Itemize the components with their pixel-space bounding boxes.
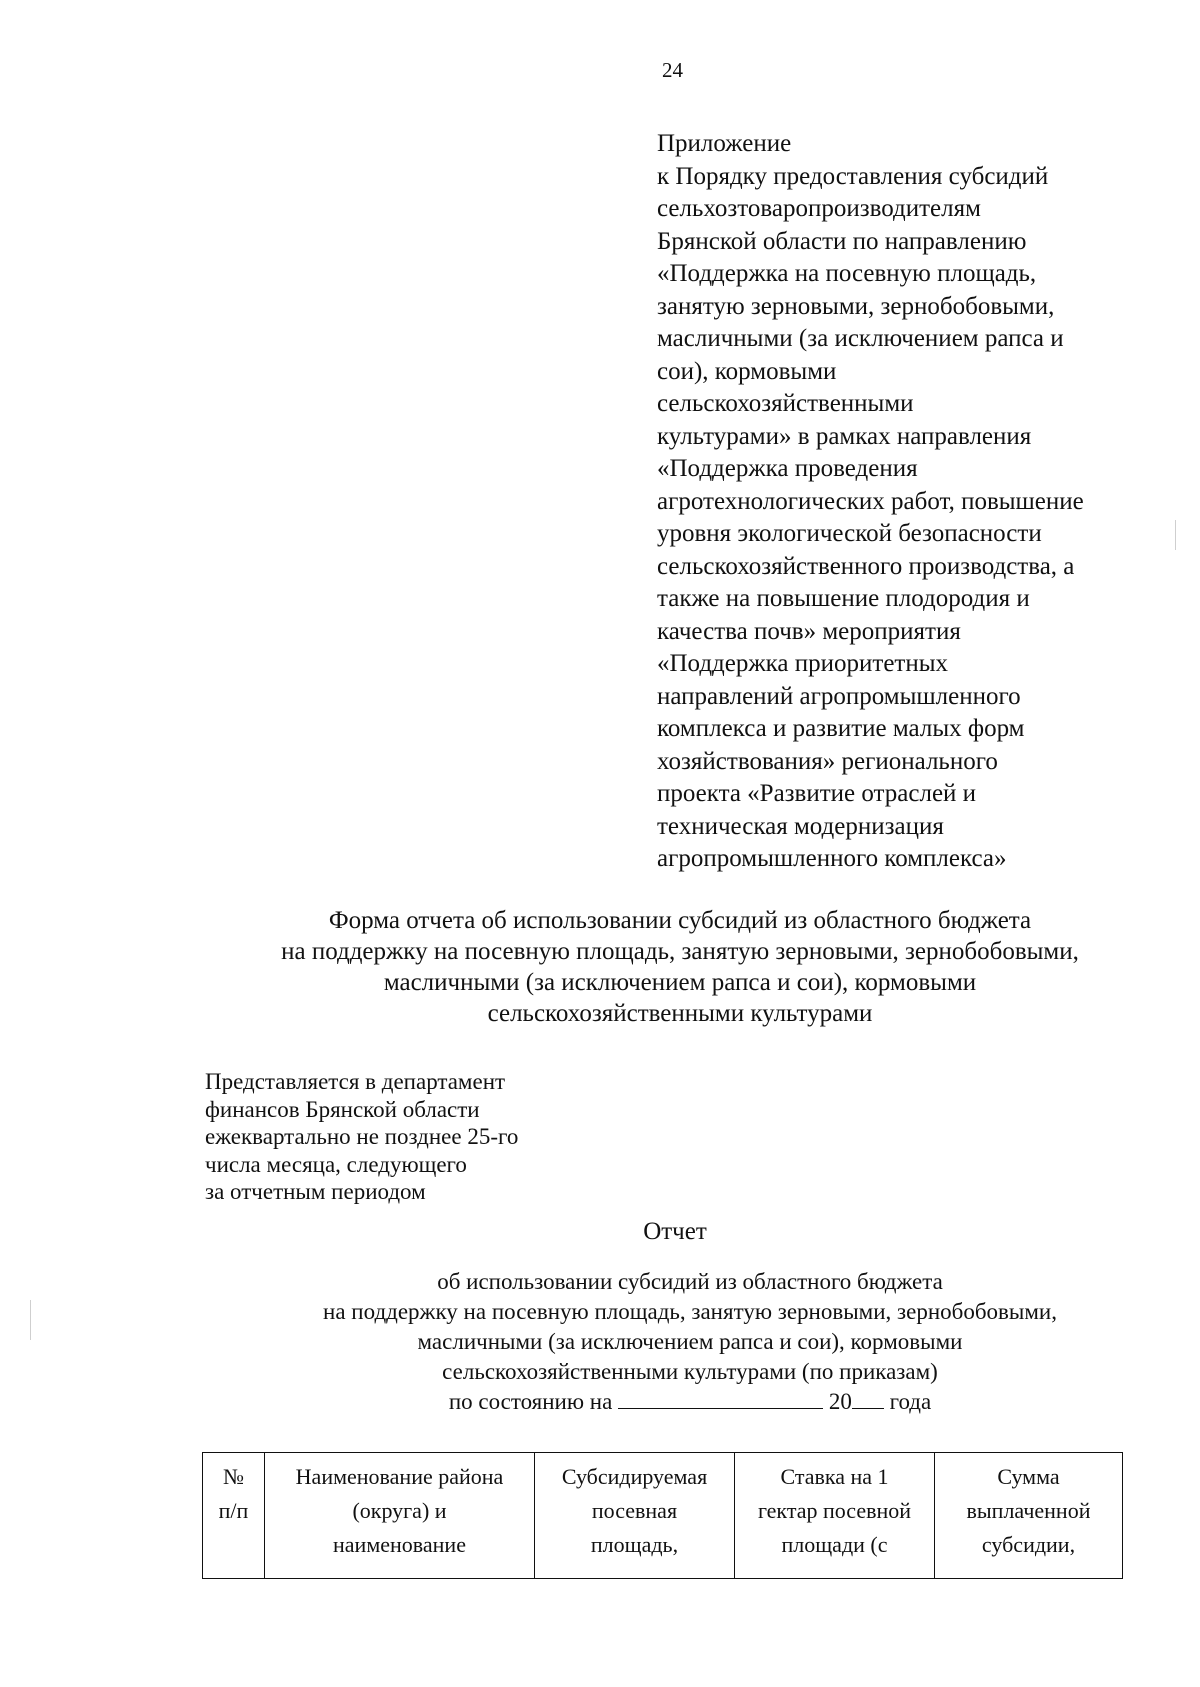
report-subtitle-line: на поддержку на посевную площадь, занятую зерновыми, зернобобовыми, (323, 1299, 1057, 1324)
appendix-line: также на повышение плодородия и (657, 585, 1030, 612)
submission-note-line: ежеквартально не позднее 25-го (205, 1124, 519, 1149)
report-title: Отчет (643, 1218, 707, 1245)
form-title-line: Форма отчета об использовании субсидий из областного бюджета (328, 907, 1032, 934)
appendix-line: сои), кормовыми (657, 357, 837, 385)
report-subtitle (150, 1267, 1200, 1417)
form-title-line: сельскохозяйственными культурами (487, 1000, 873, 1027)
form-title-line: масличными (за исключением рапса и сои), кормовыми (383, 969, 977, 996)
page-number: 24 (662, 58, 683, 82)
column-header-rate: Ставка на 1 гектар посевной площади (с (735, 1453, 935, 1579)
submission-note (205, 1068, 518, 1206)
report-subtitle-line: об использовании субсидий из областного бюджета (437, 1269, 943, 1294)
date-prefix: по состоянию на (448, 1389, 613, 1414)
appendix-line: «Поддержка проведения (657, 455, 918, 482)
appendix-line: направлений агропромышленного (657, 682, 1021, 710)
scan-edge-mark (30, 1300, 31, 1340)
appendix-line: агропромышленного комплекса» (657, 845, 1007, 872)
submission-note-line: числа месяца, следующего (205, 1151, 467, 1177)
appendix-line: хозяйствования» регионального (657, 747, 998, 775)
year-blank (852, 1388, 884, 1409)
appendix-line: качества почв» мероприятия (657, 617, 961, 645)
column-header-district: Наименование района (округа) и наименование (265, 1453, 535, 1579)
appendix-line: проекта «Развитие отраслей и (657, 780, 977, 807)
appendix-line: сельскохозяйственными (657, 390, 914, 417)
appendix-block (657, 128, 1157, 876)
scan-edge-mark (1175, 520, 1176, 550)
submission-note-line: финансов Брянской области (205, 1096, 480, 1122)
form-title-line: на поддержку на посевную площадь, занятую зерновыми, зернобобовыми, (281, 938, 1079, 965)
submission-note-line: за отчетным периодом (205, 1179, 426, 1204)
appendix-line: комплекса и развитие малых форм (657, 715, 1025, 742)
appendix-line: «Поддержка на посевную площадь, (657, 260, 1037, 287)
column-header-number: № п/п (203, 1453, 265, 1579)
appendix-line: техническая модернизация (657, 812, 944, 840)
table-header-row (203, 1453, 1123, 1579)
appendix-line: масличными (за исключением рапса и (657, 325, 1064, 352)
submission-note-line: Представляется в департамент (205, 1069, 506, 1094)
appendix-line: к Порядку предоставления субсидий (657, 162, 1049, 190)
report-date-line (150, 1387, 1200, 1417)
appendix-line: уровня экологической безопасности (657, 520, 1042, 547)
date-blank (618, 1388, 823, 1409)
report-table (202, 1452, 1123, 1579)
report-subtitle-line: сельскохозяйственными культурами (по приказам) (442, 1359, 938, 1384)
appendix-line: «Поддержка приоритетных (657, 650, 949, 677)
report-subtitle-line: масличными (за исключением рапса и сои), кормовыми (417, 1329, 963, 1354)
appendix-line: сельхозтоваропроизводителям (657, 195, 981, 222)
appendix-line: сельскохозяйственного производства, а (657, 552, 1075, 580)
form-title (180, 905, 1180, 1029)
column-header-area: Субсидируемая посевная площадь, (535, 1453, 735, 1579)
column-header-amount: Сумма выплаченной субсидии, (935, 1453, 1123, 1579)
appendix-line: занятую зерновыми, зернобобовыми, (657, 292, 1055, 320)
appendix-line: Приложение (657, 130, 792, 157)
appendix-line: Брянской области по направлению (657, 227, 1027, 255)
appendix-line: агротехнологических работ, повышение (657, 487, 1084, 515)
year-prefix: 20 (828, 1389, 852, 1414)
year-suffix: года (889, 1389, 932, 1414)
appendix-line: культурами» в рамках направления (657, 422, 1032, 450)
